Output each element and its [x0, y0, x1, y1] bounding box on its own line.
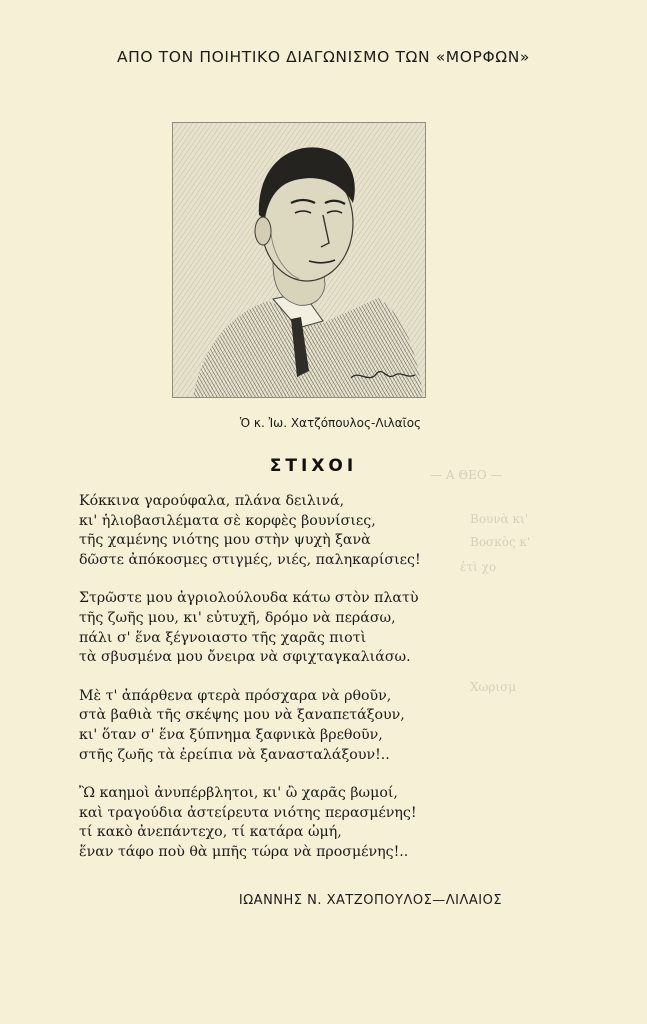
- show-through-text: — Α ΘΕΟ —: [430, 468, 503, 482]
- stanza-2: [79, 589, 599, 667]
- poem-line: στὰ βαθιὰ τῆς σκέψης μου νὰ ξαναπετάξουν,: [79, 707, 405, 724]
- poem-line: Στρῶστε μου ἀγριολούλουδα κάτω στὸν πλατὺ: [79, 590, 419, 607]
- poem-line: καὶ τραγούδια ἀστείρευτα νιότης περασμένης!: [79, 804, 417, 821]
- show-through-text: Βουνὰ κι': [470, 512, 529, 526]
- author-portrait: [172, 122, 426, 398]
- show-through-text: Βοσκὸς κ': [470, 535, 531, 549]
- poem-title: ΣΤΙΧΟΙ: [269, 456, 358, 476]
- poem-line: κι' ὅταν σ' ἕνα ξύπνημα ξαφνικὰ βρεθοῦν,: [79, 726, 383, 743]
- poem-body: [79, 492, 599, 882]
- poem-line: τί κακὸ ἀνεπάντεχο, τί κατάρα ὠμή,: [79, 824, 342, 841]
- poem-line: Κόκκινα γαρούφαλα, πλάνα δειλινά,: [79, 493, 345, 509]
- author-signature: ΙΩΑΝΝΗΣ Ν. ΧΑΤΖΟΠΟΥΛΟΣ—ΛΙΛΑΙΟΣ: [238, 893, 503, 908]
- poem-line: Ὢ καημοὶ ἀνυπέρβλητοι, κι' ὢ χαρᾶς βωμοί,: [79, 785, 398, 802]
- poem-line: Μὲ τ' ἀπάρθενα φτερὰ πρόσχαρα νὰ ρθοῦν,: [79, 687, 392, 704]
- poem-line: τὰ σβυσμένα μου ὄνειρα νὰ σφιχταγκαλιάσω.: [79, 649, 411, 666]
- stanza-1: [79, 492, 599, 570]
- show-through-text: Χωρισμ: [470, 680, 517, 694]
- show-through-text: ἑτὶ χο: [460, 560, 497, 574]
- poem-line: κι' ἡλιοβασιλέματα σὲ κορφὲς βουνίσιες,: [79, 512, 376, 529]
- stanza-4: [79, 784, 599, 862]
- portrait-caption: Ὁ κ. Ἰω. Χατζόπουλος-Λιλαῖος: [239, 416, 422, 430]
- poem-line: τῆς ζωῆς μου, κι' εὐτυχῆ, δρόμο νὰ περάσω,: [79, 609, 396, 626]
- poem-line: στῆς ζωῆς τὰ ἐρείπια νὰ ξανασταλάξουν!..: [79, 746, 390, 763]
- page-header: ΑΠΟ ΤΟΝ ΠΟΙΗΤΙΚΟ ΔΙΑΓΩΝΙΣΜΟ ΤΩΝ «ΜΟΡΦΩΝ»: [116, 48, 531, 66]
- poem-line: πάλι σ' ἕνα ξέγνοιαστο τῆς χαρᾶς πιοτὶ: [79, 629, 367, 646]
- poem-line: ἕναν τάφο ποὺ θὰ μπῆς τώρα νὰ προσμένης!..: [79, 843, 409, 860]
- poem-line: δῶστε ἀπόκοσμες στιγμές, νιές, παληκαρίσιες!: [79, 551, 421, 568]
- stanza-3: [79, 687, 599, 765]
- poem-line: τῆς χαμένης νιότης μου στὴν ψυχὴ ξανὰ: [79, 532, 371, 549]
